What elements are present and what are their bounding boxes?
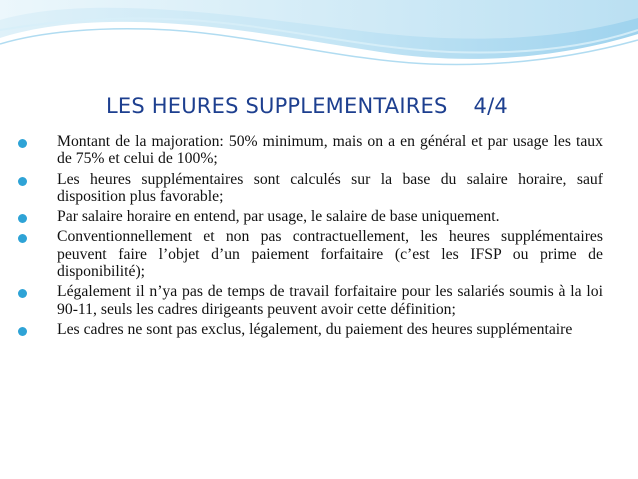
slide-title-text: LES HEURES SUPPLEMENTAIRES [106, 94, 448, 118]
bullet-list [18, 133, 603, 341]
bullet-item [18, 171, 603, 206]
slide-title [106, 94, 508, 118]
bullet-item [18, 283, 603, 318]
bullet-text: Légalement il n’ya pas de temps de travail forfaitaire pour les salariés soumis à la loi 90-11, seuls les cadres dirigeants peuvent avoir cette définition; [57, 283, 603, 318]
bullet-text: Les cadres ne sont pas exclus, légalement, du paiement des heures supplémentaire [57, 320, 573, 338]
decorative-wave-header [0, 0, 638, 80]
bullet-icon [18, 289, 27, 298]
bullet-item [18, 321, 603, 338]
bullet-icon [18, 139, 27, 148]
bullet-text: Les heures supplémentaires sont calculés sur la base du salaire horaire, sauf disposition plus favorable; [57, 170, 603, 205]
bullet-icon [18, 214, 27, 223]
bullet-icon [18, 234, 27, 243]
bullet-icon [18, 177, 27, 186]
bullet-text: Conventionnellement et non pas contractuellement, les heures supplémentaires peuvent faire l’objet d’un paiement forfaitaire (c’est les IFSP ou prime de disponibilité); [57, 228, 603, 281]
bullet-icon [18, 327, 27, 336]
bullet-item [18, 133, 603, 168]
page-indicator: 4/4 [473, 94, 508, 118]
bullet-item [18, 208, 603, 225]
bullet-text: Montant de la majoration: 50% minimum, mais on a en général et par usage les taux de 75% et celui de 100%; [57, 133, 603, 168]
bullet-item [18, 228, 603, 280]
bullet-text: Par salaire horaire en entend, par usage, le salaire de base uniquement. [57, 208, 500, 226]
